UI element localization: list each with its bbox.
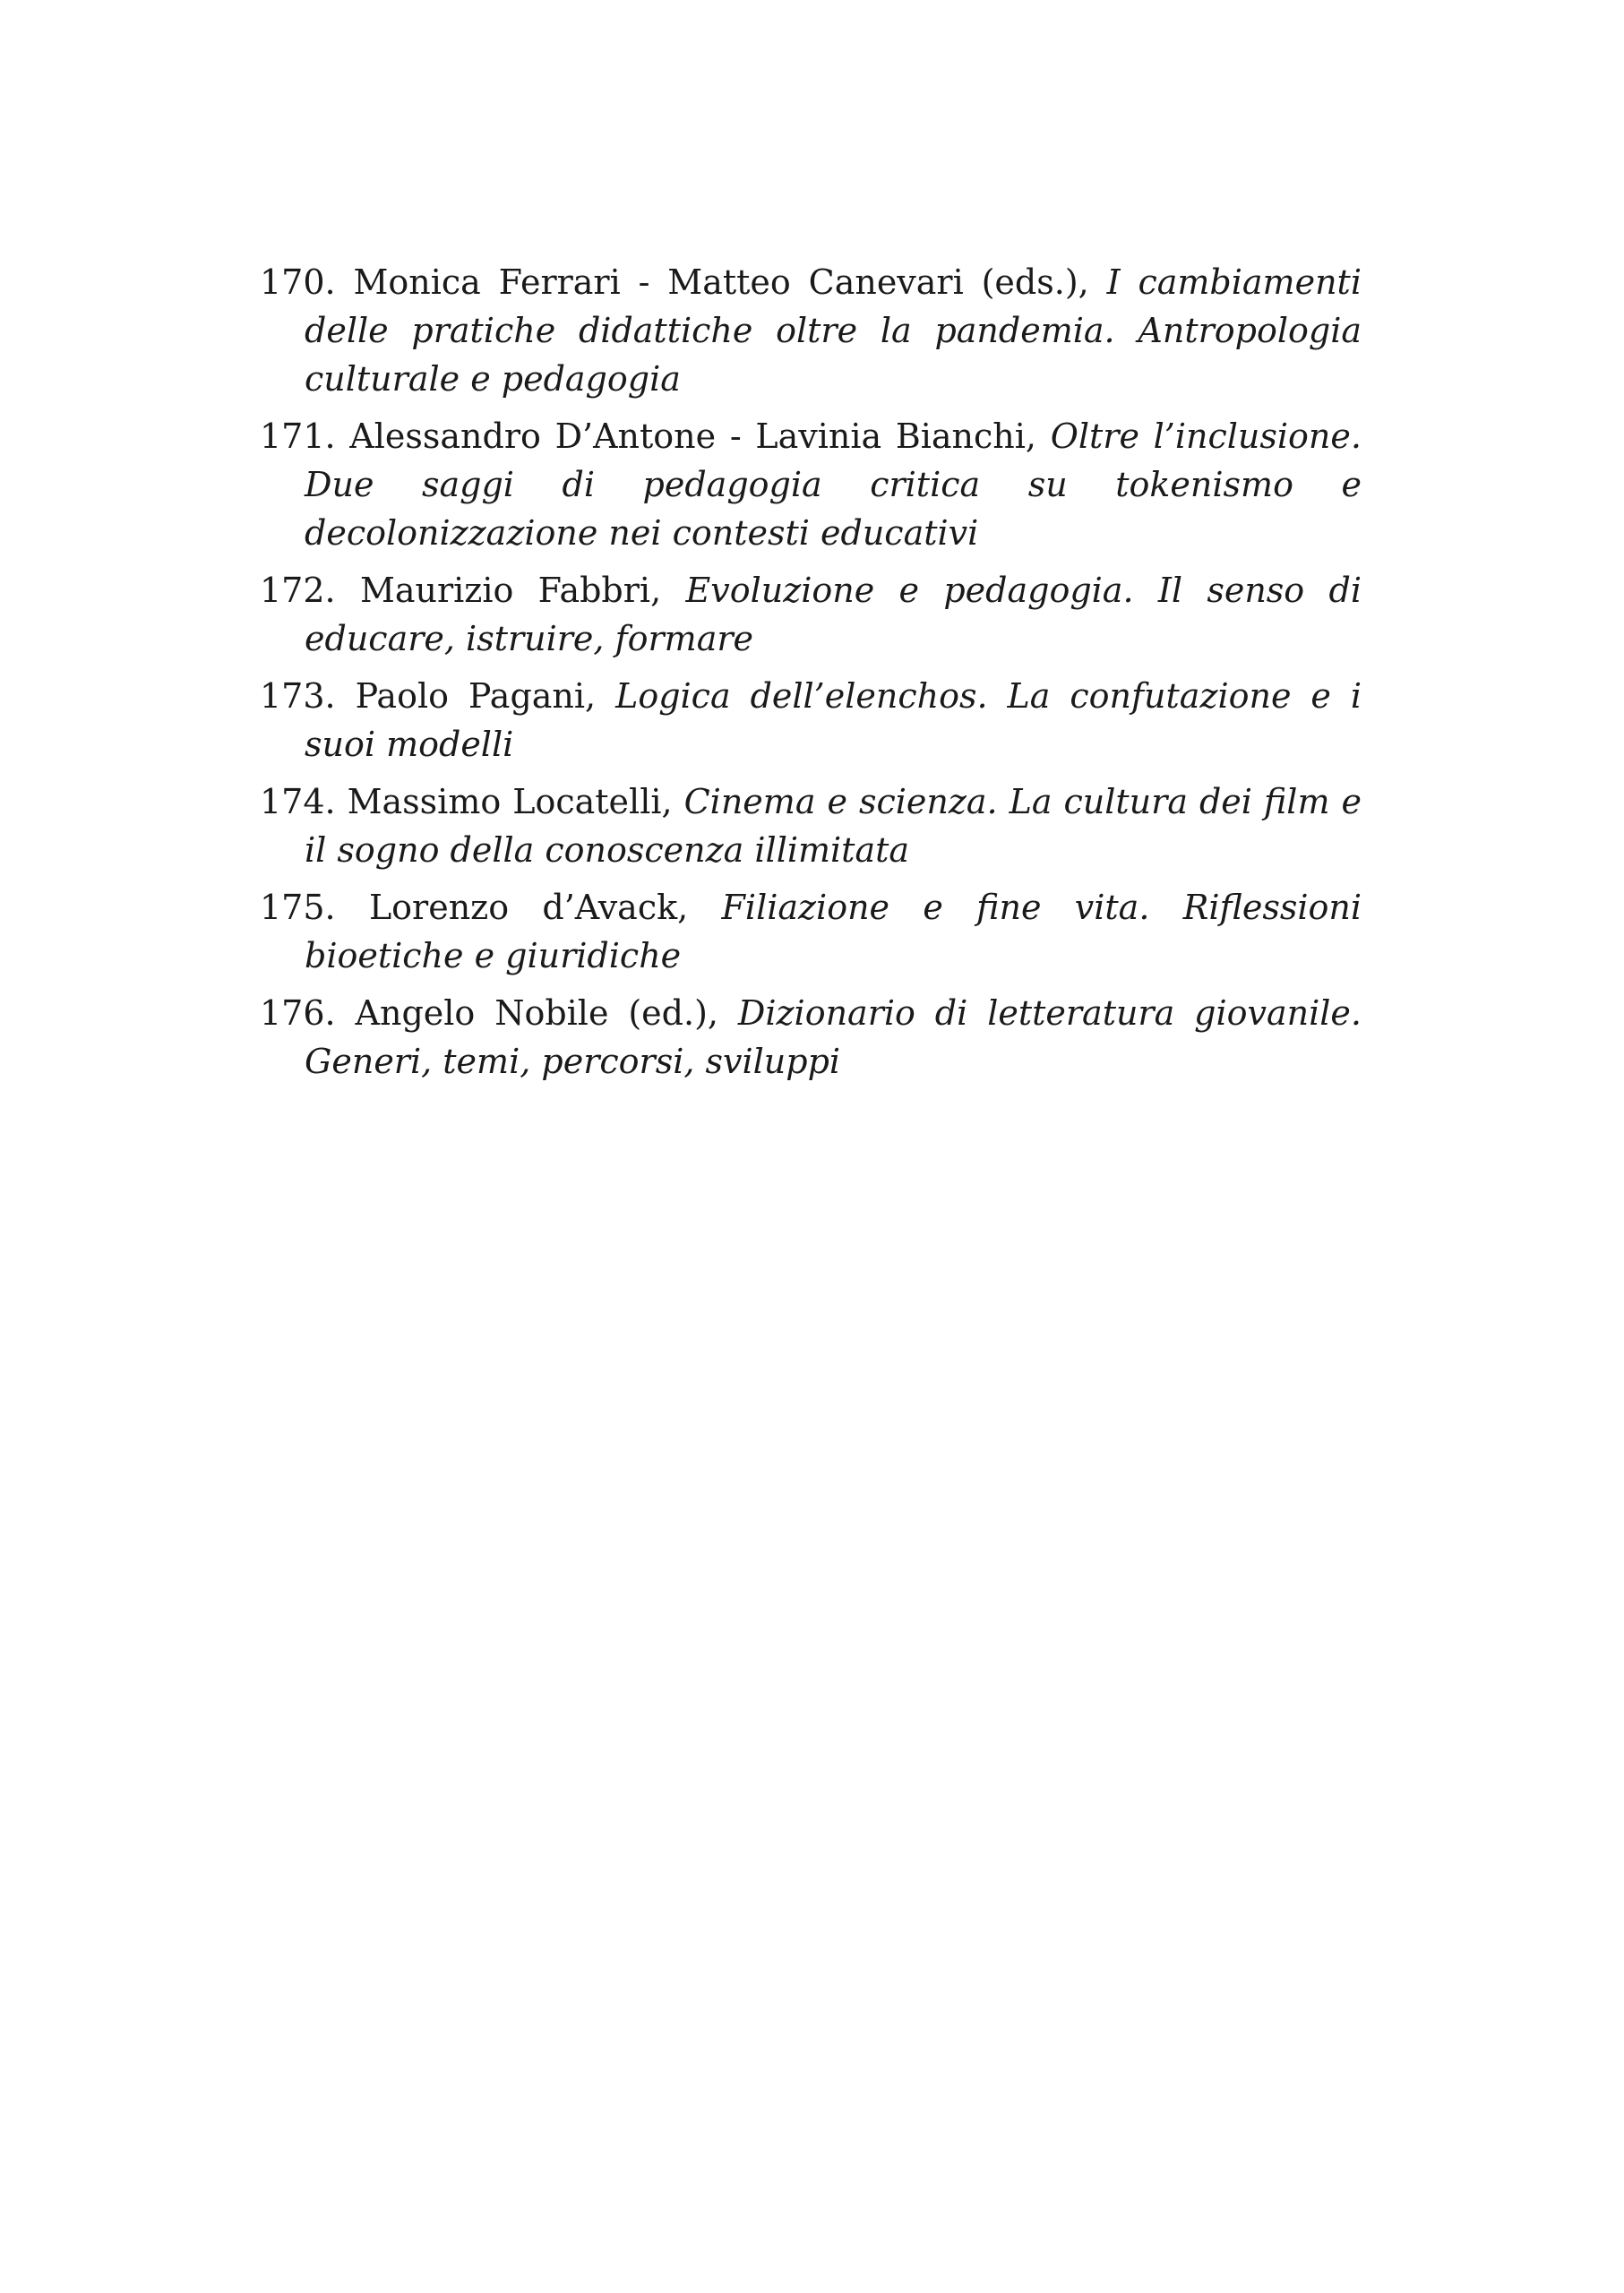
- list-item: [260, 412, 1362, 557]
- entry-title: Cinema e scienza. La cultura dei film e il sogno della conoscenza illimitata: [305, 782, 1362, 870]
- entry-authors: Lorenzo d’Avack,: [368, 888, 689, 927]
- entry-number: 176.: [260, 993, 336, 1033]
- entry-title: Filiazione e fine vita. Riflessioni bioetiche e giuridiche: [305, 888, 1362, 975]
- entry-title: Dizionario di letteratura giovanile. Generi, temi, percorsi, sviluppi: [305, 993, 1362, 1081]
- series-list: [260, 258, 1362, 1095]
- entry-title: Oltre l’inclusione. Due saggi di pedagogia critica su tokenismo e decolonizzazione nei contesti educativi: [305, 417, 1362, 553]
- entry-authors: Paolo Pagani,: [355, 676, 597, 716]
- list-item: [260, 777, 1362, 874]
- entry-authors: Maurizio Fabbri,: [359, 571, 662, 610]
- list-item: [260, 566, 1362, 663]
- entry-authors: Monica Ferrari - Matteo Canevari (eds.),: [353, 262, 1089, 302]
- entry-title: Logica dell’elenchos. La confutazione e i suoi modelli: [305, 676, 1362, 764]
- entry-authors: Angelo Nobile (ed.),: [355, 993, 718, 1033]
- entry-title: Evoluzione e pedagogia. Il senso di educare, istruire, formare: [305, 571, 1362, 658]
- entry-number: 171.: [260, 417, 336, 456]
- entry-number: 174.: [260, 782, 336, 821]
- list-item: [260, 989, 1362, 1086]
- list-item: [260, 258, 1362, 403]
- entry-authors: Massimo Locatelli,: [347, 782, 673, 821]
- entry-title: I cambiamenti delle pratiche didattiche oltre la pandemia. Antropologia culturale e pedagogia: [305, 262, 1362, 399]
- entry-number: 172.: [260, 571, 336, 610]
- entry-number: 175.: [260, 888, 336, 927]
- list-item: [260, 672, 1362, 769]
- entry-authors: Alessandro D’Antone - Lavinia Bianchi,: [349, 417, 1037, 456]
- list-item: [260, 883, 1362, 980]
- entry-number: 170.: [260, 262, 336, 302]
- entry-number: 173.: [260, 676, 336, 716]
